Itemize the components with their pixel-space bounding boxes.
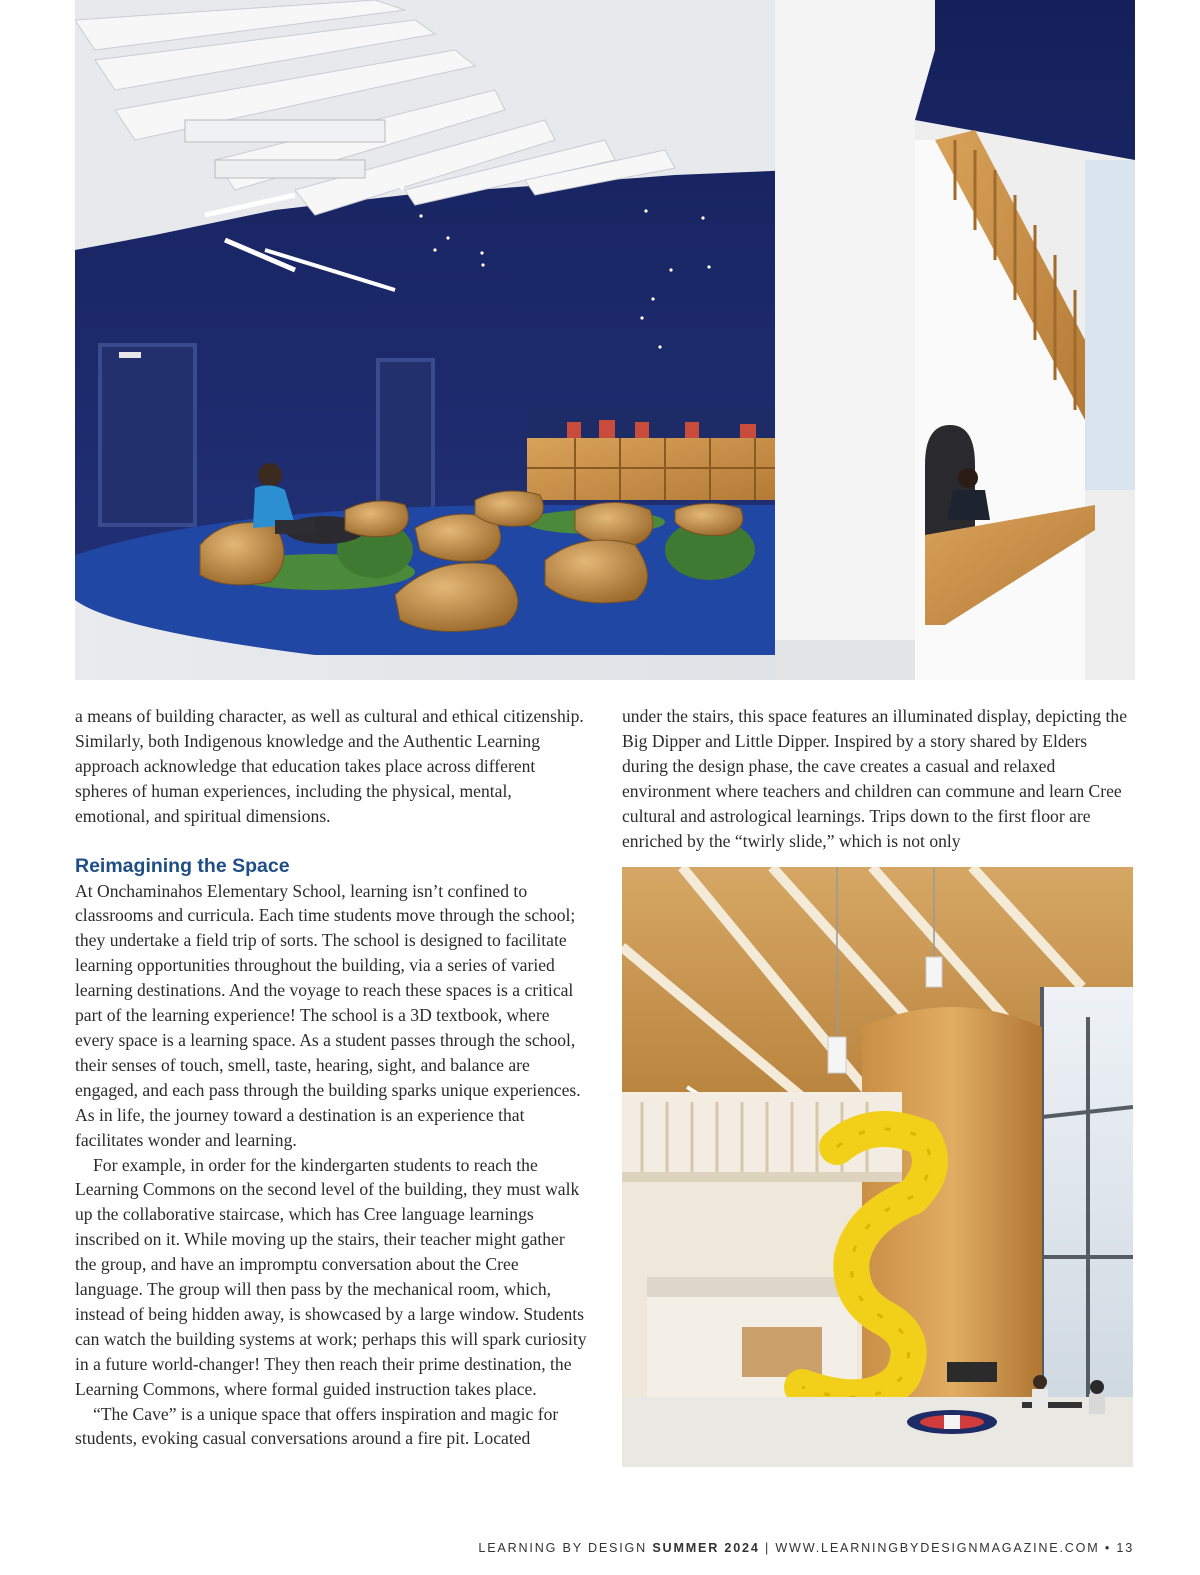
page-footer: [478, 1541, 1134, 1555]
twirly-slide-photo: [622, 867, 1133, 1467]
footer-bullet: •: [1104, 1541, 1112, 1555]
cave-photo: [75, 0, 1135, 680]
right-column: [622, 704, 1134, 853]
left-column: [75, 704, 587, 1451]
issue-label: SUMMER 2024: [652, 1541, 760, 1555]
website-link[interactable]: WWW.LEARNINGBYDESIGNMAGAZINE.COM: [775, 1541, 1100, 1555]
publication-name: LEARNING BY DESIGN: [478, 1541, 648, 1555]
body-paragraph-3: “The Cave” is a unique space that offers inspiration and magic for students, evoking casual conversations around a fire pit. Located: [75, 1403, 559, 1449]
page-number: 13: [1116, 1541, 1134, 1555]
body-paragraph-1: At Onchaminahos Elementary School, learning isn’t confined to classrooms and curricula. Each time students move through the school; they undertake a field trip of sorts. The school is designed to facilitate learning opportunities throughout the building, via a series of varied learning destinations. And the voyage to reach these spaces is a critical part of the learning experience! The school is a 3D textbook, where every space is a learning space. As a student passes through the school, their senses of touch, smell, taste, hearing, sight, and balance are engaged, and each pass through the building sparks unique experiences. As in life, the journey toward a destination is an experience that facilitates wonder and learning.: [75, 880, 581, 1150]
footer-separator: |: [764, 1541, 771, 1555]
body-paragraph-2: For example, in order for the kindergarten students to reach the Learning Commons on the second level of the building, they must walk up the collaborative staircase, which has Cree language learnings inscribed on it. While moving up the stairs, their teacher might gather the group, and have an impromptu conversation about the Cree language. The group will then pass by the mechanical room, which, instead of being hidden away, is showcased by a large window. Students can watch the building systems at work; perhaps this will spark curiosity in a future world-changer! They then reach their prime destination, the Learning Commons, where formal guided instruction takes place.: [75, 1154, 587, 1399]
intro-paragraph: a means of building character, as well as cultural and ethical citizenship. Similarly, both Indigenous knowledge and the Authentic Learning approach acknowledge that education takes place across different spheres of human experiences, including the physical, mental, emotional, and spiritual dimensions.: [75, 706, 584, 826]
body-paragraph-continued: under the stairs, this space features an illuminated display, depicting the Big Dipper and Little Dipper. Inspired by a story shared by Elders during the design phase, the cave creates a casual and relaxed environment where teachers and children can commune and learn Cree cultural and astrological learnings. Trips down to the first floor are enriched by the “twirly slide,” which is not only: [622, 706, 1128, 851]
section-heading: Reimagining the Space: [75, 854, 290, 877]
